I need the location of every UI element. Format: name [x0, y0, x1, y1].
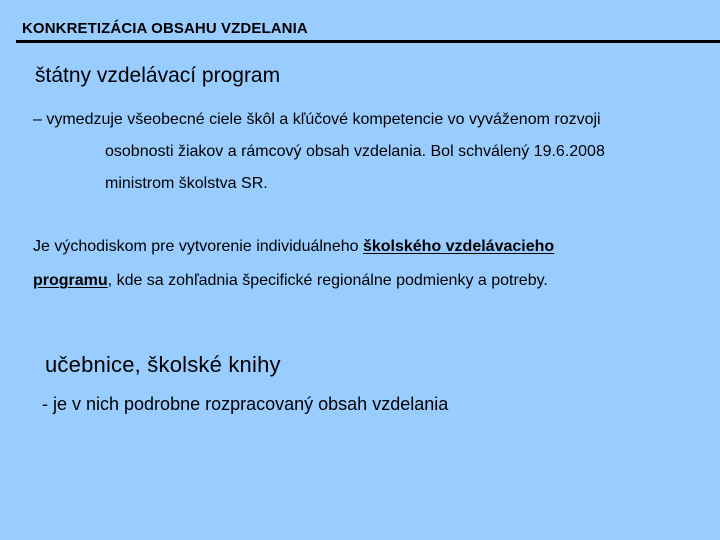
paragraph-text: , kde sa zohľadnia špecifické regionálne podmienky a potreby. — [107, 272, 548, 289]
paragraph-line-2 — [33, 264, 703, 298]
body-line: osobnosti žiakov a rámcový obsah vzdelania. Bol schválený 19.6.2008 — [105, 143, 605, 160]
section-body-textbooks: - je v nich podrobne rozpracovaný obsah vzdelania — [42, 394, 449, 414]
paragraph-school-program — [33, 230, 703, 298]
title-divider — [16, 40, 720, 43]
paragraph-line-1 — [33, 230, 703, 264]
body-line: – vymedzuje všeobecné ciele škôl a kľúčové kompetencie vo vyváženom rozvoji — [33, 111, 601, 128]
emphasis-text: školského vzdelávacieho — [362, 238, 555, 255]
emphasis-text: programu — [33, 272, 108, 289]
page-title: KONKRETIZÁCIA OBSAHU VZDELANIA — [22, 20, 308, 37]
section-body-state-program — [33, 104, 703, 200]
body-line: ministrom školstva SR. — [105, 175, 268, 192]
paragraph-text: Je východiskom pre vytvorenie individuálneho — [33, 238, 363, 255]
section-heading-state-program: štátny vzdelávací program — [35, 64, 281, 87]
section-heading-textbooks: učebnice, školské knihy — [45, 352, 281, 377]
